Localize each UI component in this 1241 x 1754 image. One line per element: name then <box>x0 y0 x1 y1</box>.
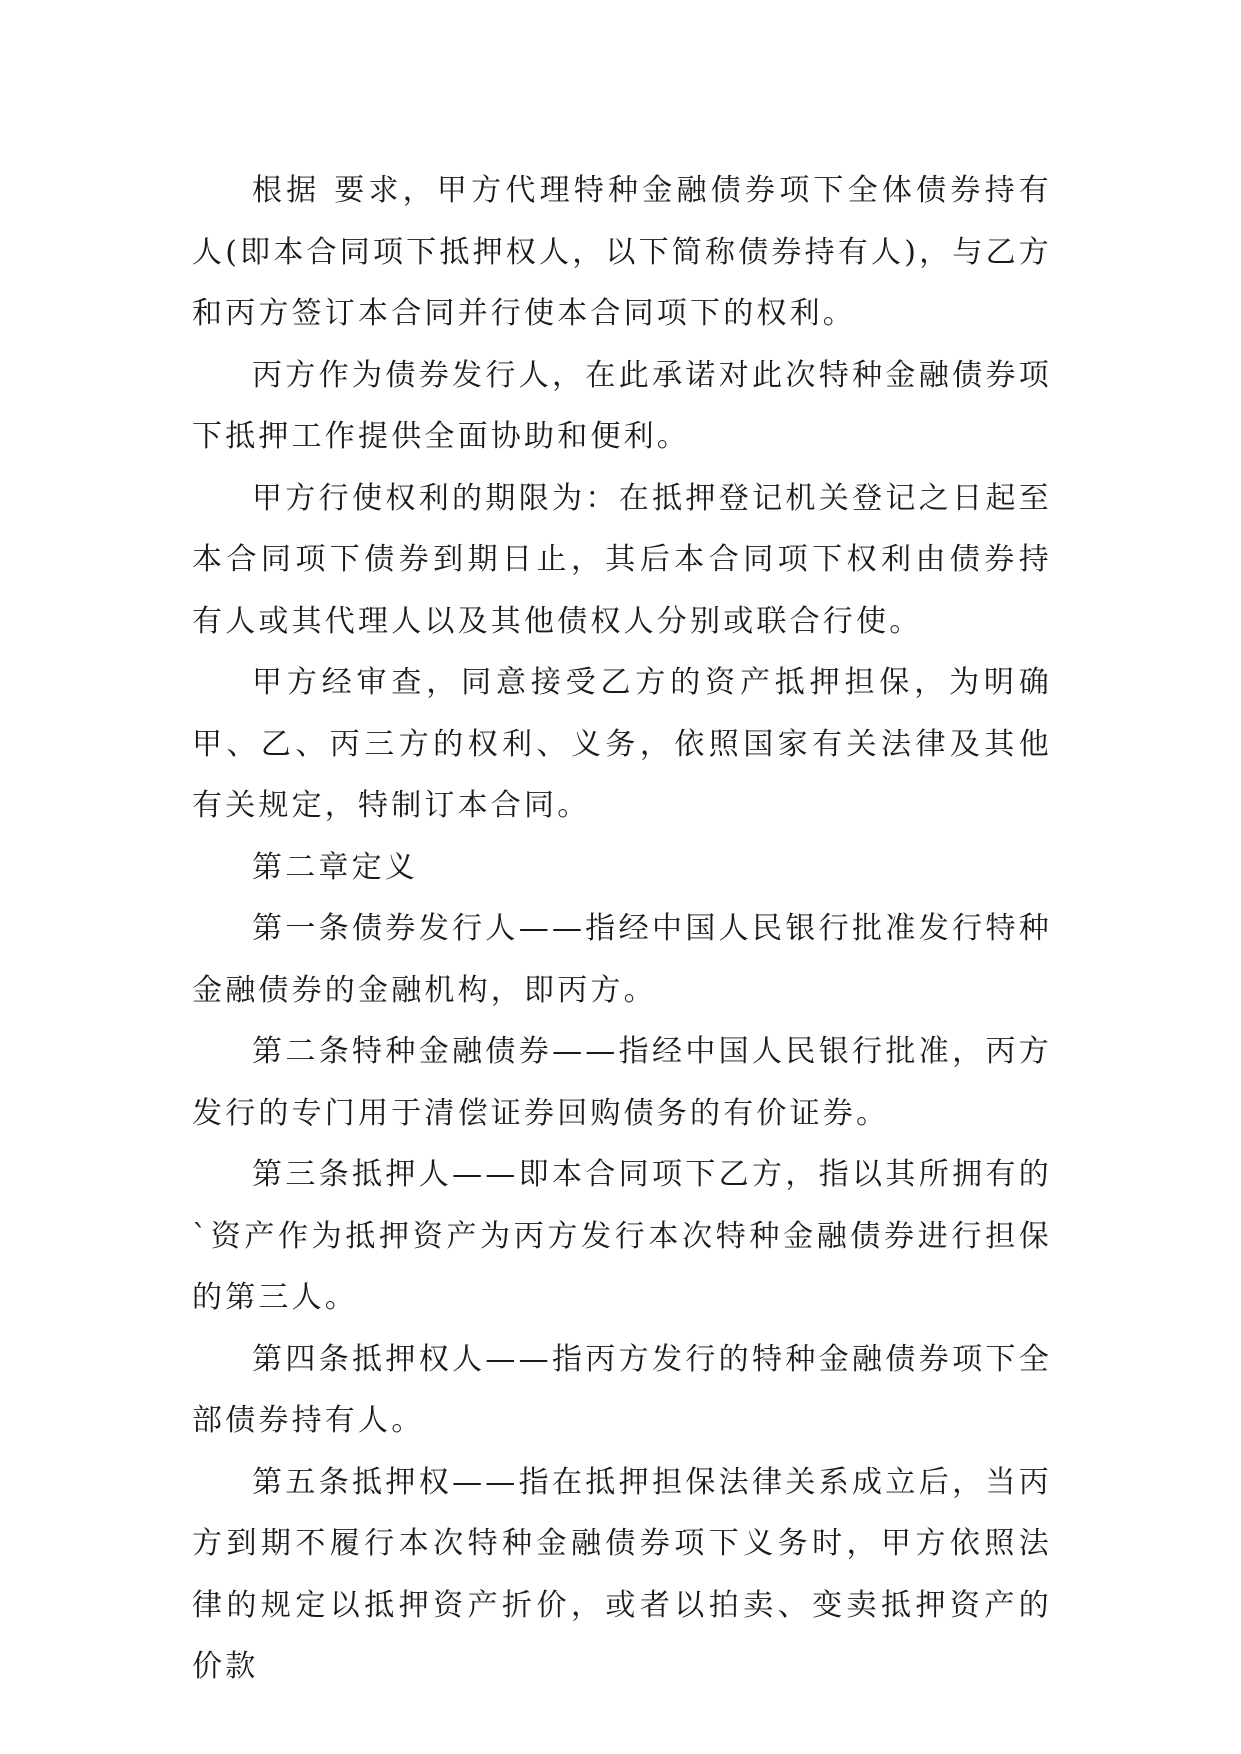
paragraph-issuer-commitment: 丙方作为债券发行人，在此承诺对此次特种金融债券项下抵押工作提供全面协助和便利。 <box>192 357 1052 454</box>
paragraph-authorization: 根据 要求，甲方代理特种金融债券项下全体债券持有人(即本合同项下抵押权人，以下简称债券持有人)，与乙方和丙方签订本合同并行使本合同项下的权利。 <box>192 173 1052 331</box>
paragraph-rights-period: 甲方行使权利的期限为：在抵押登记机关登记之日起至本合同项下债券到期日止，其后本合同项下权利由债券持有人或其代理人以及其他债权人分别或联合行使。 <box>192 480 1052 639</box>
paragraph-review-consent: 甲方经审查，同意接受乙方的资产抵押担保，为明确甲、乙、丙三方的权利、义务，依照国家有关法律及其他有关规定，特制订本合同。 <box>192 665 1052 823</box>
article-2: 第二条特种金融债券——指经中国人民银行批准，丙方发行的专门用于清偿证券回购债务的有价证券。 <box>192 1034 1052 1131</box>
document-body <box>192 160 1052 1698</box>
article-1: 第一条债券发行人——指经中国人民银行批准发行特种金融债券的金融机构，即丙方。 <box>192 911 1052 1008</box>
article-3: 第三条抵押人——即本合同项下乙方，指以其所拥有的`资产作为抵押资产为丙方发行本次特种金融债券进行担保的第三人。 <box>192 1157 1052 1315</box>
article-5: 第五条抵押权——指在抵押担保法律关系成立后，当丙方到期不履行本次特种金融债券项下义务时，甲方依照法律的规定以抵押资产折价，或者以拍卖、变卖抵押资产的价款 <box>192 1464 1052 1684</box>
article-4: 第四条抵押权人——指丙方发行的特种金融债券项下全部债券持有人。 <box>192 1341 1052 1438</box>
chapter-heading: 第二章定义 <box>252 849 418 885</box>
